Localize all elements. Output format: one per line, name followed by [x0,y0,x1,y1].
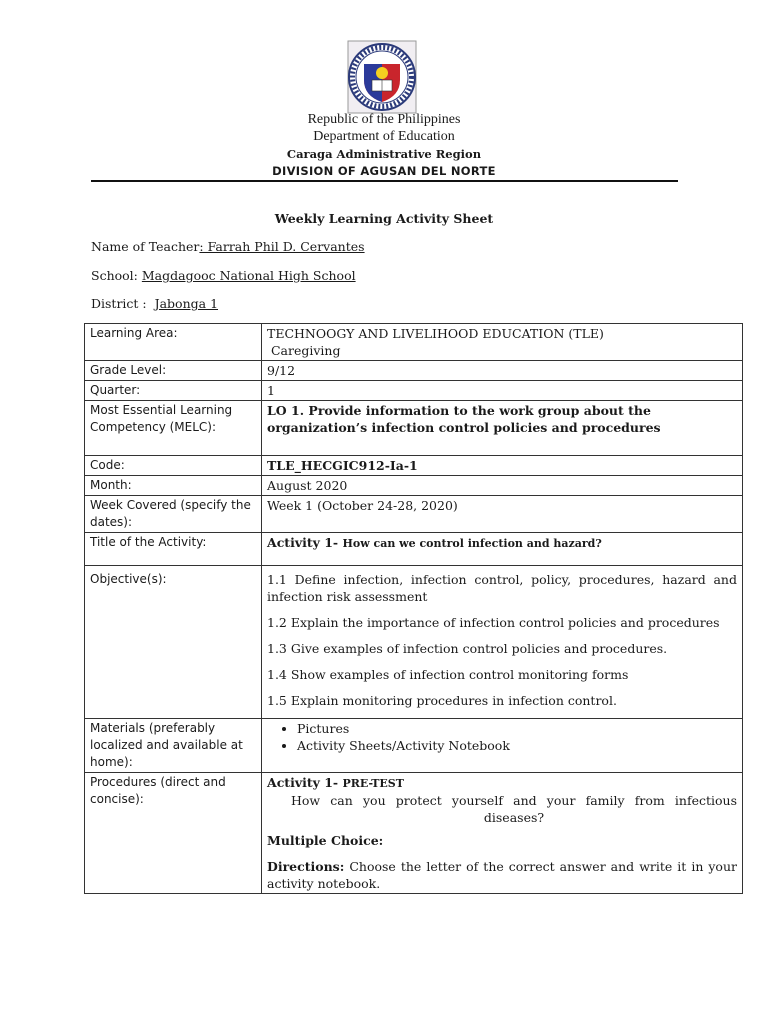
school-value: Magdagooc National High School [141,268,356,283]
learning-area-cell [262,324,743,361]
activity-title-label: Title of the Activity: [85,533,262,566]
learning-area-value: TECHNOOGY AND LIVELIHOOD EDUCATION (TLE) [267,326,604,341]
list-item: • Activity Sheets/Activity Notebook [297,737,737,754]
quarter-label: Quarter: [85,381,262,401]
grade-level-value: 9/12 [262,361,743,381]
procedures-pretest: PRE-TEST [342,777,404,790]
learning-area-subject: Caregiving [267,343,341,358]
code-value: TLE_HECGIC912-Ia-1 [262,456,743,476]
row-learning-area [85,324,743,361]
activity-title-bold: Activity 1- [267,535,343,550]
learning-area-label: Learning Area: [85,324,262,361]
objective-item: 1.1 Define infection, infection control, policy, procedures, hazard and infection risk assessment [267,572,737,604]
grade-level-label: Grade Level: [85,361,262,381]
objectives-label: Objective(s): [85,566,262,719]
activity-table [84,323,743,894]
department-line: Department of Education [313,129,455,144]
row-activity-title [85,533,743,566]
row-procedures [85,773,743,894]
procedures-activity: Activity 1- [267,775,343,790]
directions-text: Choose the letter of the correct answer and write it in your activity notebook. [267,859,737,891]
materials-label: Materials (preferably localized and available at home): [85,719,262,773]
week-label: Week Covered (specify the dates): [85,496,262,533]
multiple-choice-heading: Multiple Choice: [267,833,384,848]
row-melc [85,401,743,456]
objective-item: 1.2 Explain the importance of infection control policies and procedures [267,615,720,630]
teacher-line [91,239,365,254]
row-objectives [85,566,743,719]
week-value: Week 1 (October 24-28, 2020) [262,496,743,533]
activity-title-question: How can we control infection and hazard? [342,537,602,550]
procedures-label: Procedures (direct and concise): [85,773,262,894]
header-divider [91,180,678,182]
objectives-cell [262,566,743,719]
teacher-label: Name of Teacher [91,239,200,254]
row-quarter [85,381,743,401]
republic-line: Republic of the Philippines [307,112,461,127]
materials-cell [262,719,743,773]
district-line [91,296,218,311]
division-line: DIVISION OF AGUSAN DEL NORTE [272,164,496,178]
district-value: Jabonga 1 [154,296,219,311]
directions-label: Directions: [267,859,345,874]
month-value: August 2020 [262,476,743,496]
melc-value: LO 1. Provide information to the work group about the organization’s infection control policies and procedures [262,401,743,456]
region-line: Caraga Administrative Region [286,147,482,161]
quarter-value: 1 [262,381,743,401]
row-materials [85,719,743,773]
teacher-value: : Farrah Phil D. Cervantes [199,239,365,254]
melc-label: Most Essential Learning Competency (MELC): [85,401,262,456]
procedures-question: How can you protect yourself and your family from infectious diseases? [291,793,737,825]
row-grade-level [85,361,743,381]
materials-list [267,720,737,754]
school-label: School: [91,268,142,283]
school-line [91,268,356,283]
objective-item: 1.3 Give examples of infection control policies and procedures. [267,641,668,656]
code-label: Code: [85,456,262,476]
objective-item: 1.4 Show examples of infection control monitoring forms [267,667,629,682]
month-label: Month: [85,476,262,496]
row-code [85,456,743,476]
procedures-cell [262,773,743,894]
objective-item: 1.5 Explain monitoring procedures in infection control. [267,693,617,708]
activity-title-cell [262,533,743,566]
list-item: • Pictures [297,720,737,737]
sheet-title: Weekly Learning Activity Sheet [274,211,494,226]
row-month [85,476,743,496]
district-label: District : [91,296,155,311]
row-week [85,496,743,533]
deped-seal-logo [347,40,417,114]
